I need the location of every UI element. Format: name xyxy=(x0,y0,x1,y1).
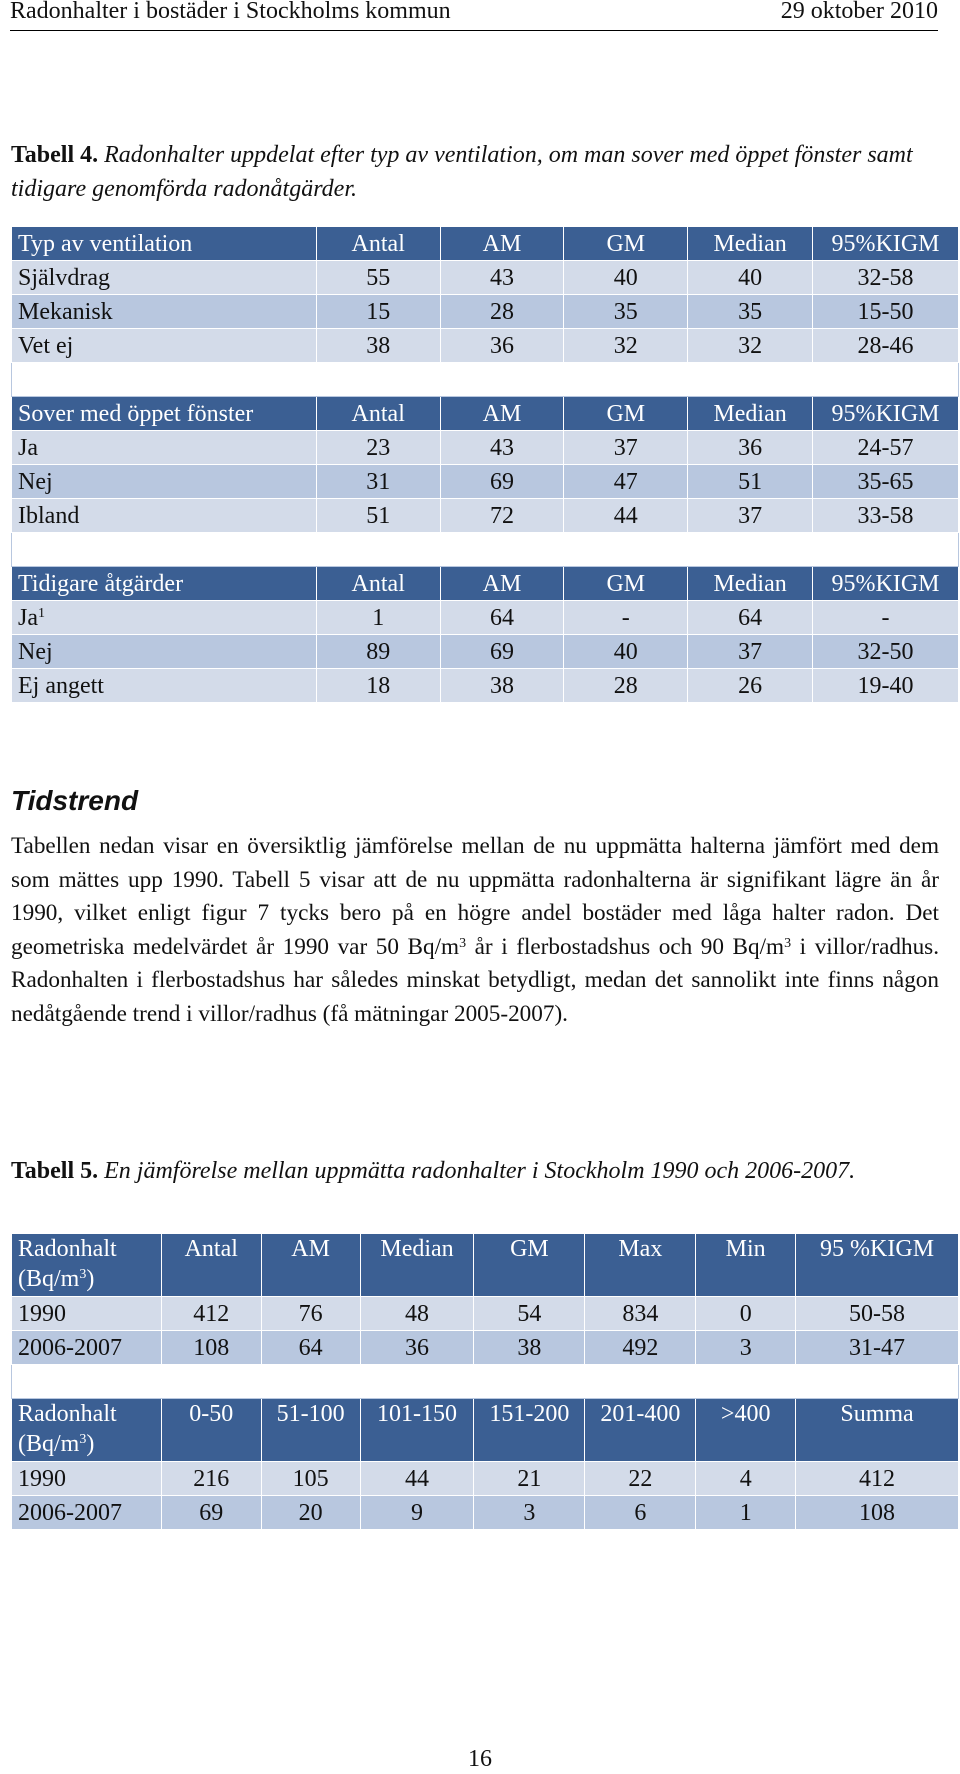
table-cell: 26 xyxy=(688,669,813,703)
table-cell: 35 xyxy=(564,295,688,329)
table-row xyxy=(12,601,959,635)
table-cell: 43 xyxy=(440,431,564,465)
table-cell: 38 xyxy=(474,1331,585,1365)
table-cell: 48 xyxy=(360,1297,474,1331)
header-date: 29 oktober 2010 xyxy=(780,0,938,24)
table-cell: 32-58 xyxy=(813,261,959,295)
table-cell: 18 xyxy=(316,669,440,703)
spacer-row xyxy=(12,1365,959,1399)
table-cell: 37 xyxy=(688,635,813,669)
header-cell: Typ av ventilation xyxy=(12,227,317,261)
table-cell: 40 xyxy=(564,261,688,295)
table-row xyxy=(12,499,959,533)
table-cell: 47 xyxy=(564,465,688,499)
header-cell: Median xyxy=(688,227,813,261)
table-row xyxy=(12,669,959,703)
table4 xyxy=(11,226,959,703)
paragraph-part: Tabellen nedan visar en översiktlig jämförelse mellan de nu uppmätta halterna jämfört med dem som mättes upp 1990. Tabell 5 visar att de nu uppmätta radonhalterna är signifikant lägre än år 1990, vilket enligt figur 7 tycks bero på en högre andel bostäder med låga halter radon. Det geometriska medelvärdet år 1990 var 50 Bq/m xyxy=(11,833,939,960)
table-cell: Vet ej xyxy=(12,329,317,363)
table-cell: 51 xyxy=(316,499,440,533)
section-title: Tidstrend xyxy=(11,785,139,816)
table-cell: 3 xyxy=(696,1331,796,1365)
table-header-row xyxy=(12,1399,959,1462)
header-cell: Median xyxy=(688,397,813,431)
table-cell: Ja xyxy=(12,431,317,465)
table-cell: 28 xyxy=(564,669,688,703)
table-cell: 412 xyxy=(161,1297,261,1331)
table-cell: 69 xyxy=(440,465,564,499)
table-cell: 15 xyxy=(316,295,440,329)
table-cell: 492 xyxy=(585,1331,696,1365)
header-cell: Antal xyxy=(316,567,440,601)
header-title: Radonhalter i bostäder i Stockholms kommun xyxy=(10,0,451,24)
table-cell: 20 xyxy=(261,1496,360,1530)
table-cell: 32 xyxy=(688,329,813,363)
table-cell: 72 xyxy=(440,499,564,533)
superscript: 3 xyxy=(79,1432,87,1447)
table-cell: 1990 xyxy=(12,1462,162,1496)
table-cell: 3 xyxy=(474,1496,585,1530)
table-cell: 21 xyxy=(474,1462,585,1496)
table-cell: 2006-2007 xyxy=(12,1331,162,1365)
table-cell: 24-57 xyxy=(813,431,959,465)
table4-caption xyxy=(11,138,939,206)
header-cell: 51-100 xyxy=(261,1399,360,1462)
table-cell: 43 xyxy=(440,261,564,295)
header-cell: Median xyxy=(688,567,813,601)
header-cell: 95%KIGM xyxy=(813,567,959,601)
table5-label: Tabell 5. xyxy=(11,1158,99,1184)
table-cell: 6 xyxy=(585,1496,696,1530)
table-cell: 35-65 xyxy=(813,465,959,499)
header-cell: Antal xyxy=(316,397,440,431)
table-row xyxy=(12,465,959,499)
table-cell: 22 xyxy=(585,1462,696,1496)
table-cell: 35 xyxy=(688,295,813,329)
spacer-row xyxy=(12,363,959,397)
table-cell: 51 xyxy=(688,465,813,499)
table-cell: 36 xyxy=(360,1331,474,1365)
header-cell: GM xyxy=(474,1234,585,1297)
table-row xyxy=(12,431,959,465)
table-cell: Mekanisk xyxy=(12,295,317,329)
table-header-row xyxy=(12,397,959,431)
table-cell: Nej xyxy=(12,465,317,499)
header-cell: Min xyxy=(696,1234,796,1297)
superscript: 3 xyxy=(79,1267,87,1282)
table-cell: 108 xyxy=(161,1331,261,1365)
table-cell: 19-40 xyxy=(813,669,959,703)
table5-caption-text: En jämförelse mellan uppmätta radonhalter i Stockholm 1990 och 2006-2007. xyxy=(104,1158,856,1184)
table-cell: 64 xyxy=(440,601,564,635)
header-cell: Sover med öppet fönster xyxy=(12,397,317,431)
table4-caption-text: Radonhalter uppdelat efter typ av ventilation, om man sover med öppet fönster samt tidigare genomförda radonåtgärder. xyxy=(11,142,913,202)
header-cell: GM xyxy=(564,397,688,431)
header-cell: >400 xyxy=(696,1399,796,1462)
table-cell: 37 xyxy=(688,499,813,533)
table-cell: 412 xyxy=(796,1462,959,1496)
table-cell: 1 xyxy=(316,601,440,635)
spacer-row xyxy=(12,533,959,567)
table-cell: - xyxy=(564,601,688,635)
table-cell: 15-50 xyxy=(813,295,959,329)
table-cell: Ibland xyxy=(12,499,317,533)
table-cell: 40 xyxy=(564,635,688,669)
header-cell: Antal xyxy=(161,1234,261,1297)
superscript: 3 xyxy=(784,935,792,951)
table-cell: 834 xyxy=(585,1297,696,1331)
header-cell: AM xyxy=(440,567,564,601)
header-cell: 201-400 xyxy=(585,1399,696,1462)
table-cell: 64 xyxy=(261,1331,360,1365)
header-cell: AM xyxy=(261,1234,360,1297)
table-cell: 28 xyxy=(440,295,564,329)
table-cell: 31 xyxy=(316,465,440,499)
header-cell: 101-150 xyxy=(360,1399,474,1462)
table-cell: Ja$^1$ xyxy=(12,601,317,635)
table-cell: Nej xyxy=(12,635,317,669)
table-cell: 1990 xyxy=(12,1297,162,1331)
header-cell: GM xyxy=(564,227,688,261)
header-cell: Radonhalt $(Bq/m^3)$ xyxy=(12,1234,162,1297)
spacer-cell xyxy=(12,533,959,567)
spacer-cell xyxy=(12,1365,959,1399)
table-cell: 36 xyxy=(688,431,813,465)
header-cell: GM xyxy=(564,567,688,601)
table-cell: 32 xyxy=(564,329,688,363)
table-cell: 23 xyxy=(316,431,440,465)
table-cell: 44 xyxy=(564,499,688,533)
header-cell: Summa xyxy=(796,1399,959,1462)
table-row xyxy=(12,329,959,363)
page-number: 16 xyxy=(468,1746,492,1772)
table-cell: 1 xyxy=(696,1496,796,1530)
table-cell: 55 xyxy=(316,261,440,295)
table-row xyxy=(12,1331,959,1365)
table-row xyxy=(12,261,959,295)
table-cell: 31-47 xyxy=(796,1331,959,1365)
table-cell: 2006-2007 xyxy=(12,1496,162,1530)
header-cell: Tidigare åtgärder xyxy=(12,567,317,601)
table-cell: 108 xyxy=(796,1496,959,1530)
table-cell: 50-58 xyxy=(796,1297,959,1331)
table-cell: 76 xyxy=(261,1297,360,1331)
table-row xyxy=(12,1297,959,1331)
header-cell: AM xyxy=(440,227,564,261)
table-cell: 0 xyxy=(696,1297,796,1331)
table-header-row xyxy=(12,567,959,601)
footnote-marker: 1 xyxy=(38,605,45,621)
table-cell: 69 xyxy=(440,635,564,669)
table-cell: - xyxy=(813,601,959,635)
header-cell: Radonhalt $(Bq/m^3)$ xyxy=(12,1399,162,1462)
table-cell: 40 xyxy=(688,261,813,295)
table-cell: 216 xyxy=(161,1462,261,1496)
table-cell: 69 xyxy=(161,1496,261,1530)
page-header xyxy=(10,0,938,31)
table-cell: Ej angett xyxy=(12,669,317,703)
table-cell: 105 xyxy=(261,1462,360,1496)
table-cell: 38 xyxy=(440,669,564,703)
header-cell: Antal xyxy=(316,227,440,261)
body-paragraph xyxy=(11,830,939,1032)
table-cell: 37 xyxy=(564,431,688,465)
table-cell: 28-46 xyxy=(813,329,959,363)
table-cell: 89 xyxy=(316,635,440,669)
table-row xyxy=(12,295,959,329)
table-cell: 4 xyxy=(696,1462,796,1496)
header-cell: Median xyxy=(360,1234,474,1297)
superscript: 3 xyxy=(459,935,467,951)
paragraph-part: år i flerbostadshus och 90 Bq/m xyxy=(466,933,785,960)
table-header-row xyxy=(12,227,959,261)
table-cell: 44 xyxy=(360,1462,474,1496)
table5-caption xyxy=(11,1154,939,1188)
table-cell: 9 xyxy=(360,1496,474,1530)
header-cell: 0-50 xyxy=(161,1399,261,1462)
header-cell: 95%KIGM xyxy=(813,397,959,431)
table-cell: 36 xyxy=(440,329,564,363)
table-cell: 54 xyxy=(474,1297,585,1331)
table-cell: 38 xyxy=(316,329,440,363)
table-cell: Självdrag xyxy=(12,261,317,295)
table-header-row xyxy=(12,1234,959,1297)
table-cell: 33-58 xyxy=(813,499,959,533)
header-cell: AM xyxy=(440,397,564,431)
table-row xyxy=(12,635,959,669)
table4-label: Tabell 4. xyxy=(11,142,99,168)
paragraph-part: i villor/radhus. Radonhalten i flerbostadshus har således minskat betydligt, medan det sannolikt inte finns någon nedåtgående trend i villor/radhus (få mätningar 2005-2007). xyxy=(11,933,939,1027)
table-row xyxy=(12,1462,959,1496)
header-cell: 95%KIGM xyxy=(813,227,959,261)
table-row xyxy=(12,1496,959,1530)
header-cell: 151-200 xyxy=(474,1399,585,1462)
table-cell: 32-50 xyxy=(813,635,959,669)
table-cell: 64 xyxy=(688,601,813,635)
header-cell: 95 %KIGM xyxy=(796,1234,959,1297)
header-cell: Max xyxy=(585,1234,696,1297)
table5 xyxy=(11,1233,959,1530)
spacer-cell xyxy=(12,363,959,397)
